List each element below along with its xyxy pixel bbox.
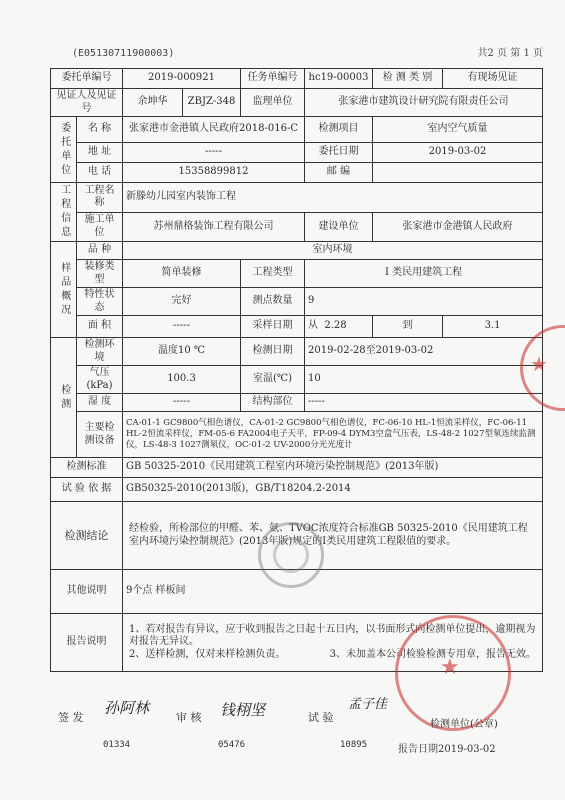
other: 9个点 样板间 — [123, 570, 543, 614]
label-decoration-type: 装修类型 — [77, 260, 123, 288]
pressure: 100.3 — [123, 366, 241, 394]
reviewer-no: 05476 — [218, 740, 246, 750]
env: 温度10 ℃ — [123, 338, 241, 366]
witness-name: 余坤华 — [123, 89, 183, 117]
phone: 15358899812 — [123, 163, 305, 183]
label-other: 其他说明 — [51, 570, 123, 614]
label-env: 检测环境 — [77, 338, 123, 366]
test-unit: 检测单位(公章) — [430, 719, 498, 730]
label-witness: 见证人及见证号 — [51, 89, 123, 117]
label-pressure: 气压(kPa) — [77, 366, 123, 394]
label-construction-unit: 施工单位 — [77, 212, 123, 242]
basis: GB50325-2010(2013版)，GB/T18204.2-2014 — [123, 478, 543, 502]
builder-unit: 张家港市金港镇人民政府 — [373, 212, 543, 242]
label-project-info: 工程信息 — [51, 183, 77, 242]
label-structure: 结构部位 — [241, 394, 305, 412]
label-conclusion: 检测结论 — [51, 502, 123, 570]
label-review: 审 核 — [176, 711, 202, 724]
decoration-type: 简单装修 — [123, 260, 241, 288]
label-name: 名 称 — [77, 117, 123, 143]
label-commission-date: 委托日期 — [305, 143, 373, 163]
label-equipment: 主要检测设备 — [77, 412, 123, 458]
report-code: (E05130711900003) — [72, 48, 175, 59]
label-test-category: 检 测 类 别 — [373, 69, 443, 89]
label-room-temp: 室温(℃) — [241, 366, 305, 394]
postcode — [373, 163, 543, 183]
condition: 完好 — [123, 288, 241, 316]
label-humidity: 湿 度 — [77, 394, 123, 412]
sampling-from-value: 2.28 — [324, 320, 347, 332]
label-point-count: 测点数量 — [241, 288, 305, 316]
test-category: 有现场见证 — [443, 69, 543, 89]
seal-bottom-star-icon: ★ — [440, 655, 460, 680]
label-variety: 品 种 — [77, 242, 123, 260]
sampling-to: 3.1 — [443, 316, 543, 338]
label-task-no: 任务单编号 — [241, 69, 305, 89]
tester-no: 10895 — [340, 740, 368, 750]
label-basis: 试 验 依 据 — [51, 478, 123, 502]
label-test: 试 验 — [308, 711, 334, 724]
point-count: 9 — [305, 288, 543, 316]
label-standard: 检测标准 — [51, 458, 123, 478]
sampling-from — [305, 316, 373, 338]
label-condition: 特性状态 — [77, 288, 123, 316]
area: ----- — [123, 316, 241, 338]
label-to: 到 — [373, 316, 443, 338]
report-note-2: 2、送样检测，仅对来样检测负责。 — [129, 648, 286, 660]
task-no: hc19-00003 — [305, 69, 373, 89]
project-name: 新滕幼儿园室内装饰工程 — [123, 183, 543, 213]
structure: ----- — [305, 394, 543, 412]
room-temp: 10 — [305, 366, 543, 394]
standard: GB 50325-2010《民用建筑工程室内环境污染控制规范》(2013年版) — [123, 458, 543, 478]
test-date: 2019-02-28至2019-03-02 — [305, 338, 543, 366]
label-project-type: 工程类型 — [241, 260, 305, 288]
label-phone: 电 话 — [77, 163, 123, 183]
label-sample-overview: 样品概况 — [51, 242, 77, 338]
label-from: 从 — [308, 320, 319, 332]
label-supervisor: 监理单位 — [241, 89, 305, 117]
address: ----- — [123, 143, 305, 163]
conclusion: 经检验，所检部位的甲醛、苯、氨、TVOC浓度符合标准GB 50325-2010《民用建筑工程室内环境污染控制规范》(2013年版)规定的I类民用建筑工程限值的要求。 — [123, 502, 543, 570]
tester-signature: 孟子佳 — [348, 697, 388, 712]
label-issue: 签 发 — [58, 711, 84, 724]
variety: 室内环境 — [123, 242, 543, 260]
label-postcode: 邮 编 — [305, 163, 373, 183]
company-logo-watermark — [258, 522, 324, 588]
label-address: 地 址 — [77, 143, 123, 163]
report-note-3: 3、未加盖本公司检验检测专用章，报告无效。 — [329, 648, 537, 660]
humidity: ----- — [123, 394, 241, 412]
label-area: 面 积 — [77, 316, 123, 338]
seal-star-icon: ★ — [530, 352, 548, 376]
label-builder-unit: 建设单位 — [305, 212, 373, 242]
witness-no: ZBJZ-348 — [183, 89, 241, 117]
label-client: 委托单位 — [51, 117, 77, 183]
label-commission-no: 委托单编号 — [51, 69, 123, 89]
construction-unit: 苏州鼎格装饰工程有限公司 — [123, 212, 305, 242]
commission-no: 2019-000921 — [123, 69, 241, 89]
label-project-name: 工程名称 — [77, 183, 123, 213]
equipment: CA-01-1 GC9800气相色谱仪，CA-01-2 GC9800气相色谱仪，FC-06-10 HL-1恒流采样仪，FC-06-11 HL-2恒流采样仪，FM-05-6 FA2004电子天平，FP-09-4 DYM3空盒气压表，LS-48-2 1027型氡连续监测仪，LS-48-3 1027测氡仪，OC-01-2 UV-2000分光光度计 — [123, 412, 543, 458]
issuer-no: 01334 — [103, 740, 131, 750]
commission-date: 2019-03-02 — [373, 143, 543, 163]
label-sampling-date: 采样日期 — [241, 316, 305, 338]
label-test-item: 检测项目 — [305, 117, 373, 143]
supervisor: 张家港市建筑设计研究院有限责任公司 — [305, 89, 543, 117]
project-type: I 类民用建筑工程 — [305, 260, 543, 288]
label-test-date: 检测日期 — [241, 338, 305, 366]
issuer-signature: 孙阿林 — [104, 699, 150, 717]
report-note-1: 1、若对报告有异议，应于收到报告之日起十五日内，以书面形式向检测单位提出，逾期视为对报告无异议。 — [129, 623, 536, 648]
page-info: 共2 页 第 1 页 — [477, 48, 543, 59]
report-date: 报告日期2019-03-02 — [398, 744, 496, 755]
client-name: 张家港市金港镇人民政府2018-016-C — [123, 117, 305, 143]
reviewer-signature: 钱栩坚 — [220, 701, 266, 719]
label-detection: 检测 — [51, 338, 77, 458]
test-item: 室内空气质量 — [373, 117, 543, 143]
label-report-note: 报告说明 — [51, 614, 123, 672]
